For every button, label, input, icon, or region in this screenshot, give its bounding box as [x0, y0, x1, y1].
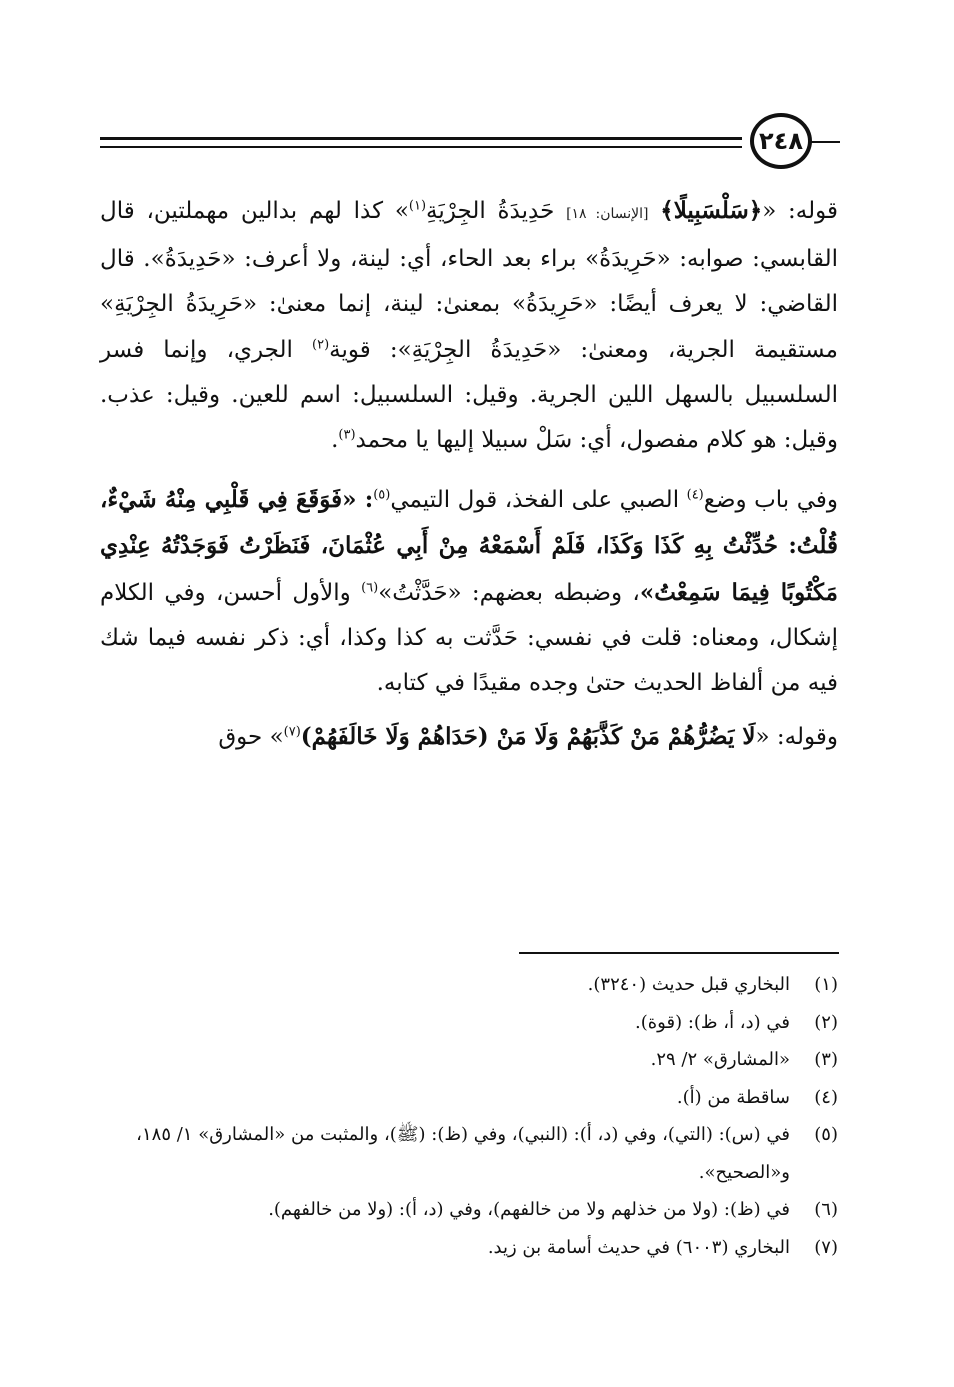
footnote-ref-1: (١)	[408, 198, 427, 214]
footnote-separator	[519, 952, 839, 954]
footnote-ref-4: (٤)	[686, 487, 704, 503]
p1-intro: قوله: «	[762, 198, 839, 224]
footnote-4	[100, 1079, 838, 1117]
footnote-3	[100, 1041, 838, 1079]
quran-citation: [الإنسان: ١٨]	[566, 206, 649, 222]
footnote-7	[100, 1229, 838, 1267]
footnote-text: البخاري (٦٠٠٣) في حديث أسامة بن زيد.	[487, 1236, 790, 1258]
footnote-text: ساقطة من (أ).	[676, 1086, 790, 1108]
footnote-text: «المشارق» ٢/ ٢٩.	[650, 1049, 790, 1070]
p2-rest: والأول أحسن، وفي الكلام إشكال، ومعناه: قلت في نفسي: حَدَّثت به كذا وكذا، أي: ذكر نفسه فيما شك فيه من ألفاظ الحديث حتىٰ وجده مقيدًا في كتابه.	[100, 579, 838, 697]
p1-rest2: الجري، وإنما فسر السلسبيل بالسهل اللين الجرية. وقيل: السلسبيل: اسم للعين. وقيل: عذب. وقيل: هو كلام مفصول، أي: سَلْ سبيلا إليها يا محمد	[100, 336, 838, 454]
footnote-ref-5: (٥)	[373, 487, 391, 503]
p1-rest: » كذا لهم بدالين مهملتين، قال القابسي: صوابه: «حَرِيدَةُ» براء بعد الحاء، أي: لينة، ولا أعرف: «حَدِيدَةُ». قال القاضي: لا يعرف أيضًا: «حَرِيدَةُ» بمعنىٰ: لينة، إنما معنىٰ: «حَرِيدَةُ الجِرْيَةِ» مستقيمة الجرية، ومعنىٰ: «حَدِيدَةُ الجِرْيَةِ»: قوية	[100, 198, 838, 363]
footnote-number: (٥)	[814, 1124, 838, 1145]
p2-mid2: ، وضبطه بعضهم: «حَدَّثْتُ»	[378, 579, 640, 606]
p1-phrase: حَدِيدَةُ الجِرْيَةِ	[426, 198, 555, 224]
footnote-text: في (س): (التي)، وفي (د، أ): (النبي)، وفي (ظ): (ﷺ)، والمثبت من «المشارق» ١/ ١٨٥، و«الصحيح».	[136, 1124, 790, 1183]
page-header	[100, 110, 840, 180]
footnote-number: (٤)	[814, 1086, 838, 1108]
footnote-number: (٦)	[814, 1199, 838, 1220]
footnote-number: (٧)	[814, 1236, 838, 1258]
footnote-text: في (ظ): (ولا من خذلهم ولا من خالفهم)، وفي (د، أ): (ولا من خالفهم).	[268, 1199, 790, 1220]
hadith-quote-2: لَا يَضُرُّهُمْ مَنْ كَذَّبَهُمْ وَلَا مَنْ (حَدَاهُمْ وَلَا خَالَفَهُمْ)	[300, 723, 756, 751]
header-rule-bottom	[100, 146, 742, 148]
footnote-6	[100, 1191, 838, 1229]
footnote-number: (٢)	[814, 1011, 838, 1033]
p1-end: .	[331, 427, 339, 454]
header-rule-tail	[810, 141, 840, 143]
page-number: ٢٤٨	[750, 113, 812, 169]
paragraph-1	[100, 188, 838, 463]
footnote-5	[100, 1116, 838, 1191]
p3-intro: وقوله: «	[755, 724, 838, 751]
paragraph-3	[100, 714, 838, 760]
footnote-number: (٣)	[814, 1049, 838, 1070]
footnote-2	[100, 1004, 838, 1042]
p2-mid: الصبي على الفخذ، قول التيمي	[390, 487, 687, 514]
quran-quote: ﴿سَلْسَبِيلًا﴾	[660, 197, 763, 224]
footnote-number: (١)	[814, 974, 838, 995]
header-rule-top	[100, 137, 742, 140]
footnote-ref-7: (٧)	[283, 724, 301, 740]
footnote-ref-2: (٢)	[312, 336, 330, 352]
footnote-text: في (د، أ، ظ): (قوة).	[635, 1011, 790, 1033]
footnote-1	[100, 966, 838, 1004]
footnote-text: البخاري قبل حديث (٣٢٤٠).	[587, 974, 790, 995]
paragraph-2	[100, 477, 838, 706]
main-text	[100, 188, 838, 760]
footnotes	[100, 966, 838, 1266]
p2-intro: وفي باب وضع	[703, 487, 838, 514]
footnote-ref-6: (٦)	[361, 579, 379, 595]
footnote-ref-3: (٣)	[338, 427, 356, 443]
p3-rest: » حوق	[218, 724, 284, 751]
hadith-quote: : «فَوَقَعَ فِي قَلْبِي مِنْهُ شَيْءٌ، قُلْتُ: حُدِّثْتُ بِهِ كَذَا وَكَذَا، فَلَمْ أَسْمَعْهُ مِنْ أَبِي عُثْمَانَ، فَنَظَرْتُ فَوَجَدْتُهُ عِنْدِي مَكْتُوبًا فِيمَا سَمِعْتُ»	[100, 486, 838, 606]
